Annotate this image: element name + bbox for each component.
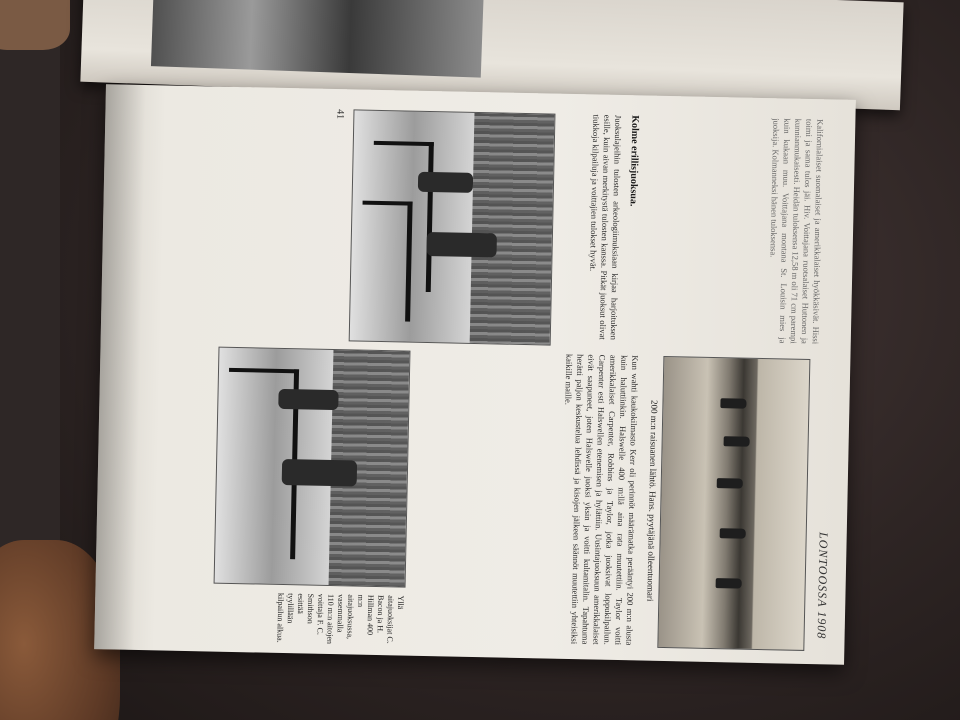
hurdle-bar — [426, 142, 434, 292]
crowd-background — [470, 113, 555, 345]
runner-figure — [716, 578, 742, 589]
upper-left-column-text: Kalifornialaiset suomalaiset ja amerikkalaiset hyökkäsivät. Hissi toimi ja sama tulos jäi. Hiv. Voittajana ruotsalaiset Huttonen ja kunnianmukaisesti. Heidän tuloksensa 12,58 m oli 71 cm parempi kuin kukaan muu. Voittajana montana St. Louisin mies ja juoksija. Kolmanneksi hänen tuloksensa. — [768, 118, 826, 345]
page-number: 41 — [334, 108, 346, 120]
hurdle-post — [363, 201, 413, 206]
hurdler-figure — [426, 232, 496, 257]
running-head: LONTOOSSA 1908 — [814, 531, 831, 640]
hurdler-figure — [278, 389, 338, 410]
rotated-page-content — [94, 84, 856, 665]
hurdler-figure — [418, 172, 473, 193]
open-book-page — [94, 84, 856, 665]
hurdles-photo-bottom — [214, 347, 411, 588]
hurdle-post — [374, 141, 434, 146]
section-heading: Kolme erillisjuoksua. — [627, 115, 641, 207]
stadium-photo-caption: 200 m:n raisuanen lähtö. Hans. pyytäjänä olleentuomari — [645, 399, 660, 602]
wooden-table-edge — [0, 0, 70, 50]
runner-figure — [717, 478, 743, 489]
hurdler-figure — [282, 459, 358, 487]
runner-figure — [724, 436, 750, 447]
stadium-race-photo — [657, 356, 810, 651]
runner-figure — [720, 528, 746, 539]
left-column-text: Juoksulajeihin tulosten arkeologiimuksiaan kirjaa harjoituksen esille, kuin aivan merkitystä tulosten kanssa. Pitkät juoksut olivat tiukkoja kilpailuja ja voittajien tulokset hyvät. — [588, 114, 624, 341]
hurdle-post — [229, 368, 299, 373]
right-column-text: Kun wahti kaukokilmasto Kerr oli perinnöt määrämatka perääntyi 200 m:n alusta kuin haluttiinkin. Halswelle 400 m:llä aina rata muutettiin. Taylor voitti amerikkalaiset Carpenter, Robbins ja Taylor, jotka juoksivat loppukilpailun. Carpenter esti Halswellen etenemisen ja hylättiin. Uusintajuoksuun amerikkalaiset eivät saapuneet, joten Halswelle juoksi yksin ja voitti kultamitalin. Tapahtuma herätti paljon keskustelua lehdissä ja kisojen jälkeen säännöt muutettiin yhteisiksi kaikille maille. — [563, 353, 641, 646]
hurdles-photo-top — [349, 109, 556, 345]
hurdles-caption: Yllä aitajuoksijat C. Bacon ja H. Hillman 400 m:n aitajuoksussa, vasemmalla 110 m:n aitojen voittaja F. C. Smithson esittää tyylillään kilpailun alkua. — [275, 592, 406, 645]
hurdle-bar — [405, 202, 413, 322]
runner-figure — [720, 398, 746, 409]
upper-page-photo — [151, 0, 484, 78]
